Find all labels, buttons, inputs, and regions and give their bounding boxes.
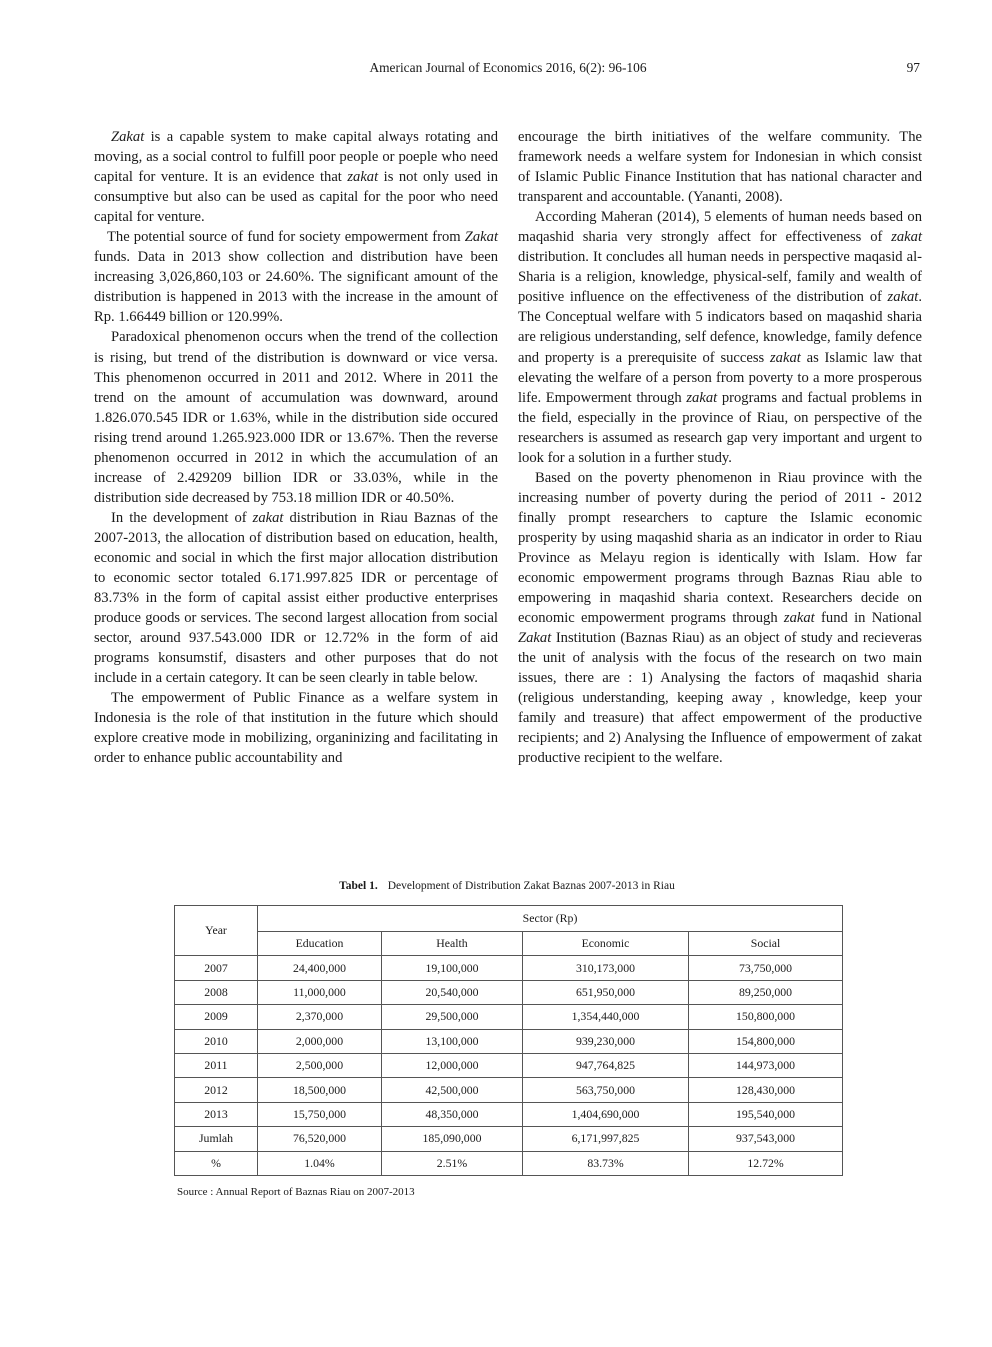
table-row — [175, 1151, 843, 1175]
table-caption-text: Development of Distribution Zakat Baznas 2007-2013 in Riau — [387, 880, 675, 892]
sector-header: Sector (Rp) — [258, 906, 843, 932]
table-cell: 6,171,997,825 — [523, 1127, 689, 1151]
table-cell: 310,173,000 — [523, 956, 689, 980]
table-row — [175, 980, 843, 1004]
row-label-cell: 2009 — [175, 1005, 258, 1029]
paragraph: The empowerment of Public Finance as a welfare system in Indonesia is the role of that institution in the future which should explore creative mode in mobilizing, organinizing and facilitating in order to enhance public accountability and — [94, 690, 498, 767]
paragraph: In the development of zakat distribution in Riau Baznas of the 2007-2013, the allocation of distribution based on education, health, economic and social in which the first major allocation distribution to economic sector totaled 6.171.997.825 IDR or percentage of 83.73% in the form of capital assist either productive enterprises produce goods or services. The second largest allocation from social sector, around 937.543.000 IDR or 12.72% in the form of aid programs konsumstif, disasters and other purposes that do not include in a certain category. It can be seen clearly in table below. — [94, 509, 498, 687]
table-cell: 73,750,000 — [689, 956, 843, 980]
right-column — [518, 127, 922, 769]
table-row — [175, 956, 843, 980]
journal-citation: American Journal of Economics 2016, 6(2): 96-106 — [369, 60, 647, 75]
table-cell: 18,500,000 — [258, 1078, 382, 1102]
row-label-cell: 2012 — [175, 1078, 258, 1102]
table-cell: 12,000,000 — [382, 1053, 523, 1077]
table-cell: 195,540,000 — [689, 1102, 843, 1126]
table-cell: 2,000,000 — [258, 1029, 382, 1053]
column-header: Economic — [523, 932, 689, 956]
row-label-cell: 2010 — [175, 1029, 258, 1053]
year-header: Year — [175, 906, 258, 956]
table-cell: 20,540,000 — [382, 980, 523, 1004]
table-cell: 83.73% — [523, 1151, 689, 1175]
table-row — [175, 1127, 843, 1151]
table-cell: 939,230,000 — [523, 1029, 689, 1053]
table-cell: 42,500,000 — [382, 1078, 523, 1102]
table-cell: 2,500,000 — [258, 1053, 382, 1077]
table-cell: 563,750,000 — [523, 1078, 689, 1102]
table-cell: 651,950,000 — [523, 980, 689, 1004]
left-column — [94, 127, 498, 769]
table-cell: 937,543,000 — [689, 1127, 843, 1151]
table-row — [175, 1005, 843, 1029]
table-cell: 144,973,000 — [689, 1053, 843, 1077]
table-cell: 12.72% — [689, 1151, 843, 1175]
row-label-cell: Jumlah — [175, 1127, 258, 1151]
table-body — [175, 956, 843, 1176]
row-label-cell: 2013 — [175, 1102, 258, 1126]
table-source: Source : Annual Report of Baznas Riau on 2007-2013 — [177, 1186, 415, 1198]
table-cell: 947,764,825 — [523, 1053, 689, 1077]
table-cell: 185,090,000 — [382, 1127, 523, 1151]
row-label-cell: 2011 — [175, 1053, 258, 1077]
table-cell: 48,350,000 — [382, 1102, 523, 1126]
table-row — [175, 1078, 843, 1102]
table-cell: 2,370,000 — [258, 1005, 382, 1029]
table-cell: 76,520,000 — [258, 1127, 382, 1151]
table-cell: 24,400,000 — [258, 956, 382, 980]
table-cell: 1,354,440,000 — [523, 1005, 689, 1029]
table-row — [175, 1053, 843, 1077]
table-caption — [0, 880, 992, 892]
table-row — [175, 1029, 843, 1053]
running-header — [0, 58, 992, 80]
table-caption-label: Tabel 1. — [339, 880, 378, 892]
table-cell: 11,000,000 — [258, 980, 382, 1004]
paragraph: Paradoxical phenomenon occurs when the trend of the collection is rising, but trend of the distribution is downward or vice versa. This phenomenon occurred in 2011 and 2012. Where in 2011 the trend on the amount of accumulation was downward, around 1.826.070.545 IDR or 1.63%, while in the distribution side occured rising trend around 1.265.923.000 IDR or 13.67%. Then the reverse phenomenon occurred in 2012 in which the accumulation of an increase of 2.429209 billion IDR or 33.03%, while in the distribution side decreased by 753.18 million IDR or 40.50%. — [94, 329, 498, 506]
column-header: Health — [382, 932, 523, 956]
table-cell: 19,100,000 — [382, 956, 523, 980]
table-row — [175, 1102, 843, 1126]
page-number: 97 — [906, 60, 920, 75]
table-cell: 13,100,000 — [382, 1029, 523, 1053]
table-cell: 89,250,000 — [689, 980, 843, 1004]
table-cell: 2.51% — [382, 1151, 523, 1175]
paragraph: Based on the poverty phenomenon in Riau province with the increasing number of poverty during the period of 2011 - 2012 finally prompt researchers to capture the Islamic economic prosperity by using maqashid sharia as an indicator in order to Riau Province as Melayu region is identically with Islam. How far economic empowerment programs through Baznas Riau able to empowering in maqashid sharia context. Researchers decide on economic empowerment programs through zakat fund in National Zakat Institution (Baznas Riau) as an object of study and recieveras the unit of analysis with the focus of the research on two main issues, there are : 1) Analysing the factors of maqashid sharia (religious understanding, keeping away , knowledge, keep your family and treasure) that affect empowerment of the productive recipients; and 2) Analysing the Influence of empowerment of zakat productive recipient to the welfare. — [518, 469, 922, 767]
table-cell: 15,750,000 — [258, 1102, 382, 1126]
row-label-cell: 2007 — [175, 956, 258, 980]
column-header: Social — [689, 932, 843, 956]
row-label-cell: % — [175, 1151, 258, 1175]
table-cell: 154,800,000 — [689, 1029, 843, 1053]
paragraph: Zakat is a capable system to make capital always rotating and moving, as a social control to fulfill poor people or poeple who need capital for venture. It is an evidence that zakat is not only used in consumptive but also can be used as capital for the poor who need capital for venture. — [94, 129, 498, 226]
table-cell: 1,404,690,000 — [523, 1102, 689, 1126]
table-cell: 128,430,000 — [689, 1078, 843, 1102]
paragraph: encourage the birth initiatives of the welfare community. The framework needs a welfare system for Indonesian in which consist of Islamic Public Finance Institution that has national character and transparent and accountable. (Yananti, 2008). — [518, 129, 922, 206]
table-cell: 150,800,000 — [689, 1005, 843, 1029]
table-cell: 1.04% — [258, 1151, 382, 1175]
paragraph: According Maheran (2014), 5 elements of human needs based on maqashid sharia very strongly affect for effectiveness of zakat distribution. It concludes all human needs in perspective maqasid al-Sharia is a religion, knowledge, physical-self, family and wealth of positive influence on the effectiveness of the distribution of zakat. The Conceptual welfare with 5 indicators based on maqashid sharia are religious understanding, self defence, knowledge, family defence and property is a prerequisite of success zakat as Islamic law that elevating the welfare of a person from poverty to a more prosperous life. Empowerment through zakat programs and factual problems in the field, especially in the province of Riau, on perspective of the researchers is assumed as research gap very important and urgent to look for a solution in a further study. — [518, 209, 923, 466]
column-header: Education — [258, 932, 382, 956]
paragraph: The potential source of fund for society empowerment from Zakat funds. Data in 2013 show collection and distribution have been increasing 3,026,860,103 or 24.60%. The significant amount of the distribution is happened in 2013 with the increase in the amount of Rp. 1.66449 billion or 120.99%. — [94, 229, 498, 326]
table-cell: 29,500,000 — [382, 1005, 523, 1029]
distribution-table — [174, 905, 843, 1176]
row-label-cell: 2008 — [175, 980, 258, 1004]
